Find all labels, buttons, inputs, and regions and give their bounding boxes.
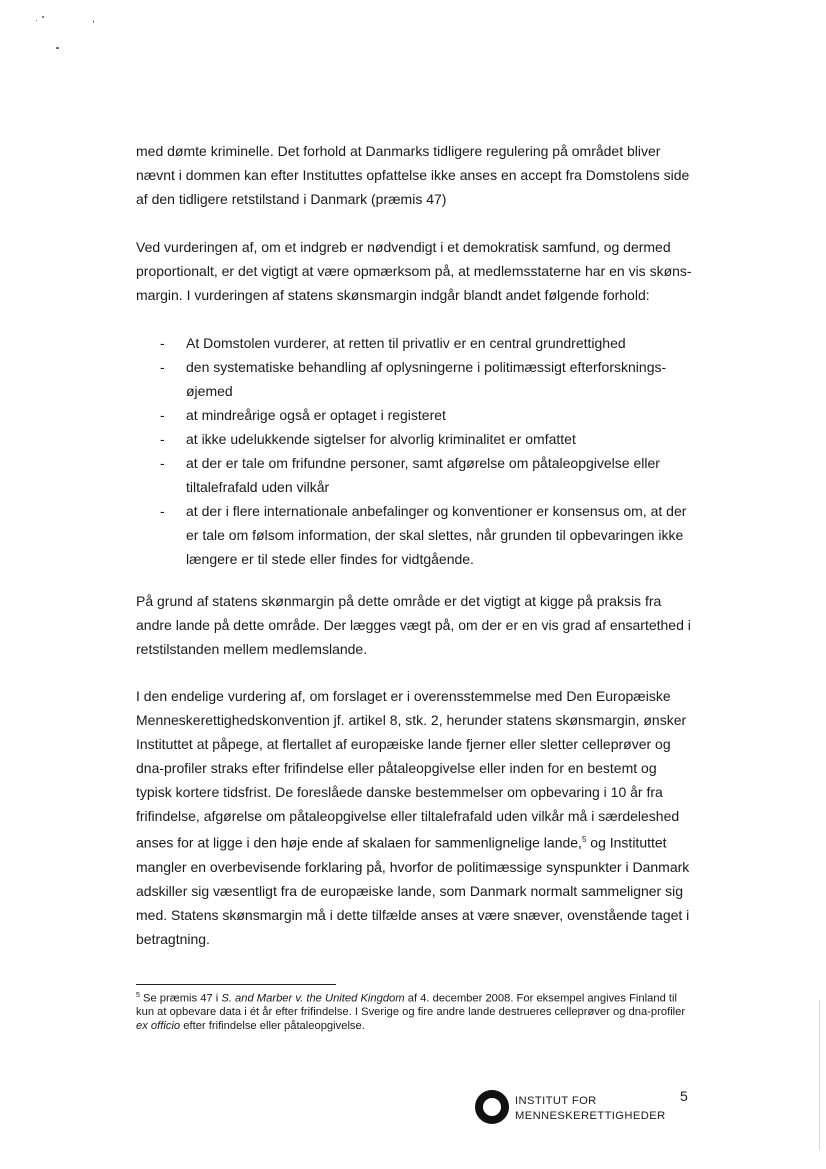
latin-term: ex officio: [136, 1019, 181, 1032]
list-item: - den systematiske behandling af oplysningerne i politimæssigt efterforsknings-øjemed: [136, 355, 696, 403]
list-item: - at mindreårige også er optaget i registeret: [136, 403, 696, 427]
list-marker: -: [160, 455, 165, 471]
list-marker: -: [160, 503, 165, 519]
organization-name: INSTITUT FOR MENNESKERETTIGHEDER: [515, 1095, 666, 1122]
paragraph-assessment: Ved vurderingen af, om et indgreb er nødvendigt i et demokratisk samfund, og dermed proportionalt, er det vigtigt at være opmærksom på, at medlemsstaterne har en vis skøns-margin. I vurderingen af statens skønsmargin indgår blandt andet følgende forhold:: [136, 239, 692, 303]
scan-speck: [36, 20, 37, 21]
page-number: 5: [680, 1088, 688, 1104]
list-marker: -: [160, 431, 165, 447]
paragraph-conclusion: I den endelige vurdering af, om forslaget er i overensstemmelse med Den Europæiske Menneskerettighedskonvention jf. artikel 8, stk. 2, herunder statens skønsmargin, ønsker Instituttet at påpege, at flertallet af europæiske lande fjerner eller sletter celleprøver og dna-profiler straks efter frifindelse eller påtaleopgivelse eller inden for en bestemt og typisk kortere tidsfrist. De foreslåede danske bestemmelser om opbevaring i 10 år fra frifindelse, afgørelse om påtaleopgivelse eller tiltalefrafald uden vilkår må i særdeleshed anses for at ligge i den høje ende af skalaen for sammenlignelige lande,$^5$ og Instituttet mangler en overbevisende forklaring på, hvorfor de politimæssige synspunkter i Danmark adskiller sig væsentligt fra de europæiske lande, som Danmark normalt sammeligner sig med. Statens skønsmargin må i dette tilfælde anses at være snæver, ovenstående taget i betragtning.: [136, 688, 690, 947]
list-marker: -: [160, 335, 165, 351]
scan-speck: [42, 16, 44, 18]
paragraph-practice: På grund af statens skønmargin på dette område er det vigtigt at kigge på praksis fra andre lande på dette område. Der lægges vægt på, om der er en vis grad af ensartethed i retstilstanden mellem medlemslande.: [136, 593, 691, 657]
factor-list: [136, 331, 696, 571]
footnote-number: 5: [136, 992, 140, 999]
list-item: - at der er tale om frifundne personer, samt afgørelse om påtaleopgivelse eller tiltalefrafald uden vilkår: [136, 451, 696, 499]
scan-edge-line: [819, 1000, 820, 1150]
case-name: S. and Marber v. the United Kingdom: [221, 992, 405, 1005]
paragraph-intro: med dømte kriminelle. Det forhold at Danmarks tidligere regulering på området bliver nævnt i dommen kan efter Instituttes opfattelse ikke anses en accept fra Domstolens side af den tidligere retstilstand i Danmark (præmis 47): [136, 143, 690, 207]
list-marker: -: [160, 359, 165, 375]
ring-logo-icon: [474, 1089, 510, 1125]
footnote-divider: [136, 984, 336, 985]
scan-speck: [93, 20, 94, 23]
footnote: $^5$ Se præmis 47 i S. and Marber v. the United Kingdom af 4. december 2008. For eksempel angives Finland til kun at opbevare data i ét år efter frifindelse. I Sverige og fire andre lande destrueres celleprøver og dna-profiler ex officio efter frifindelse eller påtaleopgivelse.: [136, 992, 686, 1032]
footnote-reference[interactable]: 5: [581, 835, 587, 844]
scan-speck: [56, 47, 59, 49]
list-marker: -: [160, 407, 165, 423]
list-item: - At Domstolen vurderer, at retten til privatliv er en central grundrettighed: [136, 331, 696, 355]
list-item: - at der i flere internationale anbefalinger og konventioner er konsensus om, at der er tale om følsom information, der skal slettes, når grunden til opbevaringen ikke længere er til stede eller findes for vidtgående.: [136, 499, 696, 571]
list-item: - at ikke udelukkende sigtelser for alvorlig kriminalitet er omfattet: [136, 427, 696, 451]
